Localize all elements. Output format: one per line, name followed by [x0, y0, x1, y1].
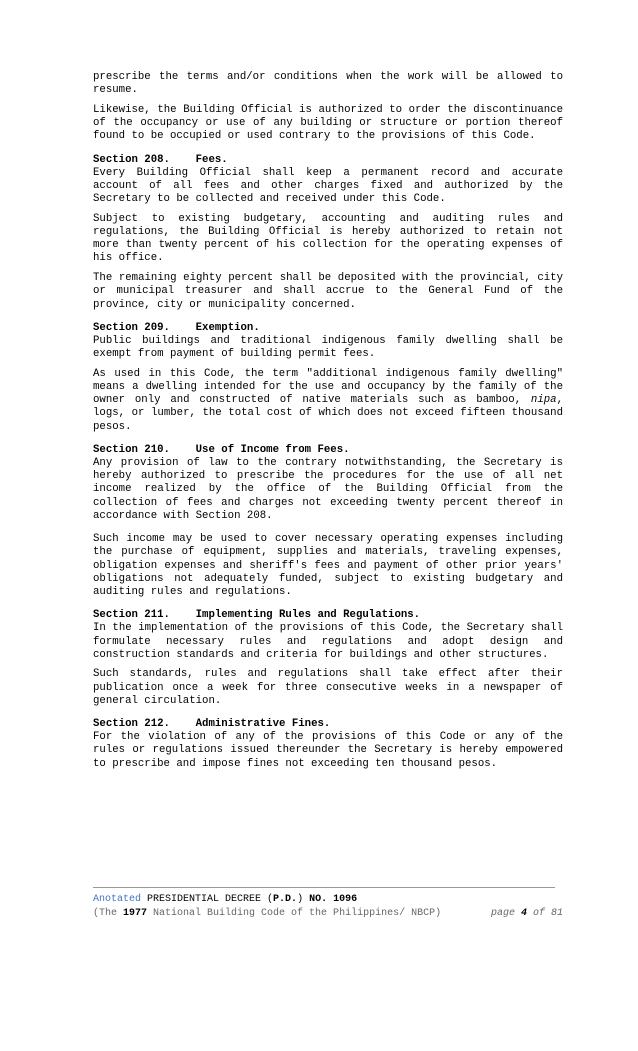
page-indicator	[491, 907, 563, 921]
footer-anotated: Anotated	[93, 894, 142, 905]
footer-text: PRESIDENTIAL DECREE (	[141, 894, 274, 905]
footer-title	[93, 907, 441, 921]
footer-text: (The	[93, 908, 124, 919]
paragraph: Every Building Official shall keep a permanent record and accurate account of all fees and other charges fixed and authorized by the Secretary to be collected and received under this Code.	[93, 166, 563, 206]
section-title: Exemption.	[195, 321, 260, 334]
paragraph: Public buildings and traditional indigenous family dwelling shall be exempt from payment of building permit fees.	[93, 334, 563, 361]
section-title: Implementing Rules and Regulations.	[195, 609, 421, 622]
paragraph	[93, 368, 563, 434]
section-heading-210	[93, 444, 563, 457]
section-number: Section 210.	[93, 443, 170, 456]
text-run: , logs, or lumber, the total cost of which does not exceed fifteen thousand pesos.	[93, 394, 563, 433]
paragraph: Any provision of law to the contrary notwithstanding, the Secretary is hereby authorized to prescribe the procedures for the use of all net income realized by the office of the Building Official from the collection of fees and charges not exceeding twenty percent thereof in accordance with Section 208.	[93, 457, 563, 522]
footer-divider	[93, 887, 555, 888]
footer-decree-number: NO. 1096	[303, 894, 358, 905]
paragraph: Likewise, the Building Official is authorized to order the discontinuance of the occupancy or use of any building or structure or portion thereof found to be occupied or used contrary to the provisions of this Code.	[93, 103, 563, 143]
footer-year: 1977	[123, 908, 148, 919]
paragraph: In the implementation of the provisions of this Code, the Secretary shall formulate necessary rules and regulations and adopt design and construction standards and criteria for buildings and other structures.	[93, 622, 563, 661]
section-heading-212	[93, 718, 563, 731]
section-number: Section 208.	[93, 153, 170, 166]
section-number: Section 211.	[93, 609, 170, 622]
section-heading-209	[93, 322, 563, 335]
paragraph: The remaining eighty percent shall be deposited with the provincial, city or municipal treasurer and shall accrue to the General Fund of the province, city or municipality concerned.	[93, 272, 563, 311]
footer-text: page	[490, 908, 521, 919]
section-number: Section 209.	[93, 321, 170, 334]
paragraph: prescribe the terms and/or conditions when the work will be allowed to resume.	[93, 71, 563, 97]
section-title: Administrative Fines.	[195, 718, 331, 731]
paragraph: Subject to existing budgetary, accounting and auditing rules and regulations, the Building Official is hereby authorized to retain not more than twenty percent of his collection for the operating expenses of his office.	[93, 212, 563, 265]
paragraph: Such standards, rules and regulations shall take effect after their publication once a week for three consecutive weeks in a newspaper of general circulation.	[93, 668, 563, 707]
section-number: Section 212.	[93, 718, 170, 731]
italic-term: nipa	[530, 394, 557, 407]
paragraph: Such income may be used to cover necessary operating expenses including the purchase of equipment, supplies and materials, traveling expenses, obligation expenses and sheriff's fees and payment of other prior years' obligations not adequately funded, subject to existing budgetary and auditing rules and regulations.	[93, 533, 563, 598]
footer-text: of 81	[526, 908, 563, 919]
section-title: Fees.	[195, 153, 228, 166]
paragraph: For the violation of any of the provisions of this Code or any of the rules or regulations issued thereunder the Secretary is hereby empowered to prescribe and impose fines not exceeding ten thousand pesos.	[93, 731, 563, 770]
footer-text: )	[297, 894, 304, 905]
section-heading-211	[93, 609, 563, 622]
section-title: Use of Income from Fees.	[195, 443, 350, 456]
footer-pd: P.D.	[273, 894, 298, 905]
text-run: As used in this Code, the term "additional indigenous family dwelling" means a dwelling intended for the use and occupancy by the family of the owner only and constructed of native materials such as bamboo,	[93, 367, 563, 407]
page-number: 4	[520, 908, 527, 919]
footer-text: National Building Code of the Philippines/ NBCP)	[147, 908, 442, 919]
footer-line-1	[93, 893, 563, 907]
section-heading-208	[93, 154, 563, 167]
page-footer	[93, 893, 563, 921]
footer-line-2	[93, 907, 563, 921]
document-body	[93, 71, 563, 777]
